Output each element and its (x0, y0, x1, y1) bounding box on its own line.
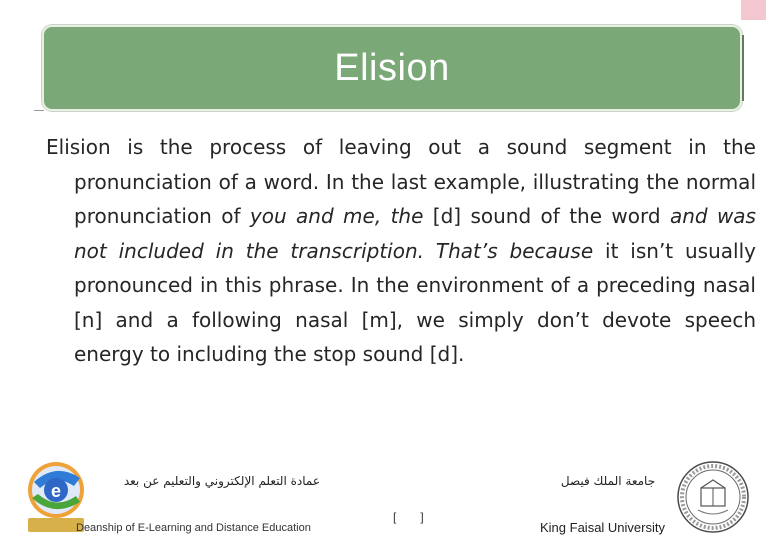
university-english: King Faisal University (540, 520, 665, 535)
page-bracket-open: [ (393, 510, 397, 524)
slide-title: Elision (334, 46, 450, 89)
text-run-italic: you and me, the (249, 204, 424, 228)
university-seal-icon (676, 460, 750, 534)
university-arabic: جامعة الملك فيصل (560, 474, 656, 488)
corner-accent-bar (741, 0, 766, 20)
text-run: Elision (46, 135, 111, 159)
text-run-italic: and was not included in the transcription. That’s because (74, 204, 756, 263)
page-number (393, 510, 424, 524)
text-run: it isn’t usually pronounced in this phrase. In the environment of a preceding nasal [n] and a following nasal [m], we simply don’t devote speech energy to including the stop sound [d]. (74, 238, 756, 366)
page-bracket-close: ] (420, 510, 424, 524)
slide-footer (0, 450, 780, 540)
title-banner (42, 25, 742, 111)
text-run: [d] sound of the word (423, 204, 670, 228)
deanship-english: Deanship of E-Learning and Distance Education (76, 522, 311, 534)
text-run: is the process of leaving out a sound segment in the pronunciation of a word. In the last example, illustrating the normal pronunciation of (74, 135, 756, 228)
svg-text:e: e (50, 481, 62, 501)
body-paragraph (46, 130, 756, 372)
banner-edge (742, 35, 744, 101)
deanship-arabic: عمادة التعلم الإلكتروني والتعليم عن بعد (123, 474, 320, 488)
divider-tick (34, 110, 44, 111)
